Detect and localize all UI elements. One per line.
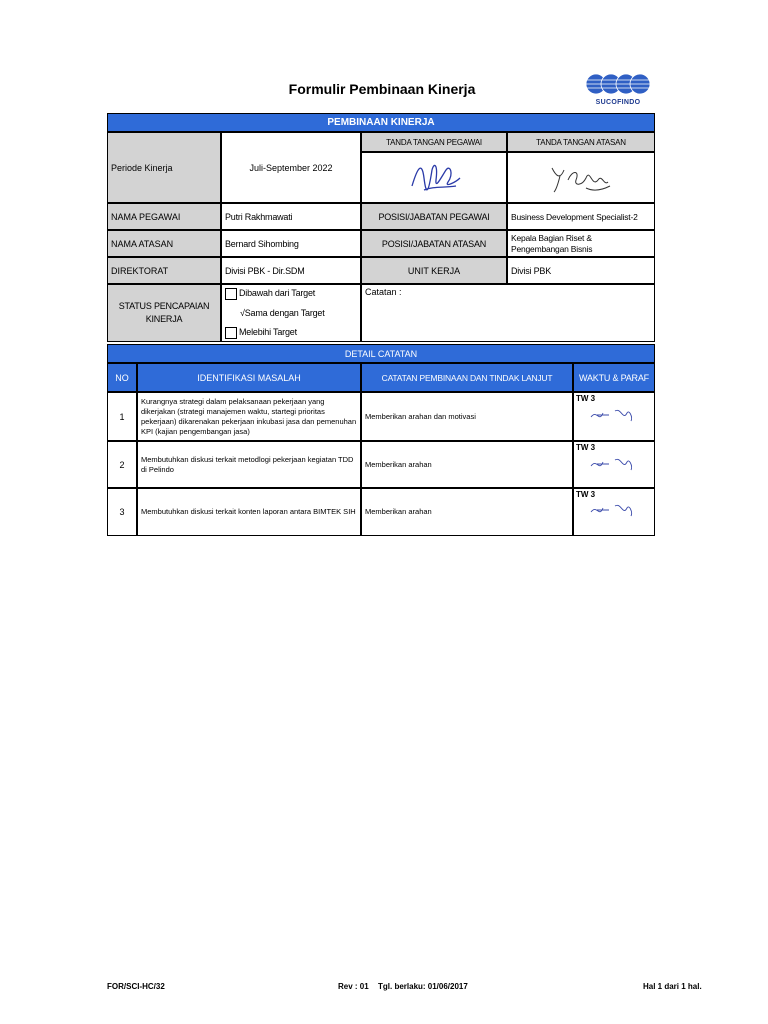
checkbox-melebihi[interactable]: [225, 327, 237, 339]
detail-section-header: DETAIL CATATAN: [107, 344, 655, 363]
row-2-no: 2: [107, 441, 137, 488]
pembinaan-section-header: PEMBINAAN KINERJA: [107, 113, 655, 132]
checkbox-dibawah[interactable]: [225, 288, 237, 300]
form-table: [107, 113, 655, 536]
row-1-paraf-icon: [587, 403, 637, 427]
status-label-line-1: STATUS PENCAPAIAN: [118, 301, 210, 311]
periode-label: Periode Kinerja: [107, 132, 221, 203]
row-1-masalah: Kurangnya strategi dalam pelaksanaan pekerjaan yang dikerjakan (strategi manajemen waktu, startegi prioritas pekerjaan) dikarenakan pekerjaan inkubasi jasa dan pemenuhan KPI (kajian pengembangan jasa): [137, 392, 361, 441]
row-3-catatan: Memberikan arahan: [361, 488, 573, 536]
footer-tgl: Tgl. berlaku: 01/06/2017: [378, 982, 468, 991]
row-2-paraf-icon: [587, 454, 637, 476]
row-1-no: 1: [107, 392, 137, 441]
posisi-atasan-label: POSISI/JABATAN ATASAN: [361, 230, 507, 257]
posisi-atasan-line-2: Pengembangan Bisnis: [511, 243, 593, 254]
row-1-catatan: Memberikan arahan dan motivasi: [361, 392, 573, 441]
col-header-waktu: WAKTU & PARAF: [573, 363, 655, 392]
nama-pegawai-value: Putri Rakhmawati: [221, 203, 361, 230]
row-3-masalah: Membutuhkan diskusi terkait konten laporan antara BIMTEK SIH: [137, 488, 361, 536]
ttd-atasan-label: TANDA TANGAN ATASAN: [507, 132, 655, 152]
page-title: Formulir Pembinaan Kinerja: [288, 81, 476, 97]
row-3-tw-label: TW 3: [576, 490, 596, 499]
direktorat-value: Divisi PBK - Dir.SDM: [221, 257, 361, 284]
row-2-catatan: Memberikan arahan: [361, 441, 573, 488]
status-option-melebihi: Melebihi Target: [239, 327, 297, 337]
ttd-pegawai-label: TANDA TANGAN PEGAWAI: [361, 132, 507, 152]
signature-atasan-icon: [546, 158, 616, 198]
col-header-identifikasi: IDENTIFIKASI MASALAH: [137, 363, 361, 392]
row-2-tw-label: TW 3: [576, 443, 596, 452]
footer-rev: Rev : 01: [338, 982, 369, 991]
col-header-no: NO: [107, 363, 137, 392]
catatan-box: Catatan :: [361, 284, 655, 342]
nama-pegawai-label: NAMA PEGAWAI: [107, 203, 221, 230]
status-option-sama: √Sama dengan Target: [240, 308, 325, 318]
row-3-paraf-icon: [587, 500, 637, 522]
posisi-pegawai-value: Business Development Specialist-2: [507, 203, 655, 230]
periode-value: Juli-September 2022: [221, 132, 361, 203]
status-label: [107, 284, 221, 342]
nama-atasan-label: NAMA ATASAN: [107, 230, 221, 257]
row-2-masalah: Membutuhkan diskusi terkait metodlogi pekerjaan kegiatan TDD di Pelindo: [137, 441, 361, 488]
unit-kerja-label: UNIT KERJA: [361, 257, 507, 284]
posisi-pegawai-label: POSISI/JABATAN PEGAWAI: [361, 203, 507, 230]
posisi-atasan-line-1: Kepala Bagian Riset &: [511, 232, 592, 243]
col-header-catatan: CATATAN PEMBINAAN DAN TINDAK LANJUT: [361, 363, 573, 392]
nama-atasan-value: Bernard Sihombing: [221, 230, 361, 257]
posisi-atasan-value: [507, 230, 655, 257]
unit-kerja-value: Divisi PBK: [507, 257, 655, 284]
row-3-no: 3: [107, 488, 137, 536]
direktorat-label: DIREKTORAT: [107, 257, 221, 284]
logo-text: SUCOFINDO: [595, 99, 641, 106]
status-label-line-2: KINERJA: [145, 314, 183, 324]
status-option-dibawah: Dibawah dari Target: [239, 288, 316, 298]
ttd-atasan-box: [507, 152, 655, 203]
signature-pegawai-icon: [404, 156, 464, 200]
footer-hal: Hal 1 dari 1 hal.: [643, 982, 702, 991]
footer-doc-code: FOR/SCI-HC/32: [107, 982, 165, 991]
ttd-pegawai-box: [361, 152, 507, 203]
row-1-tw-label: TW 3: [576, 394, 596, 403]
